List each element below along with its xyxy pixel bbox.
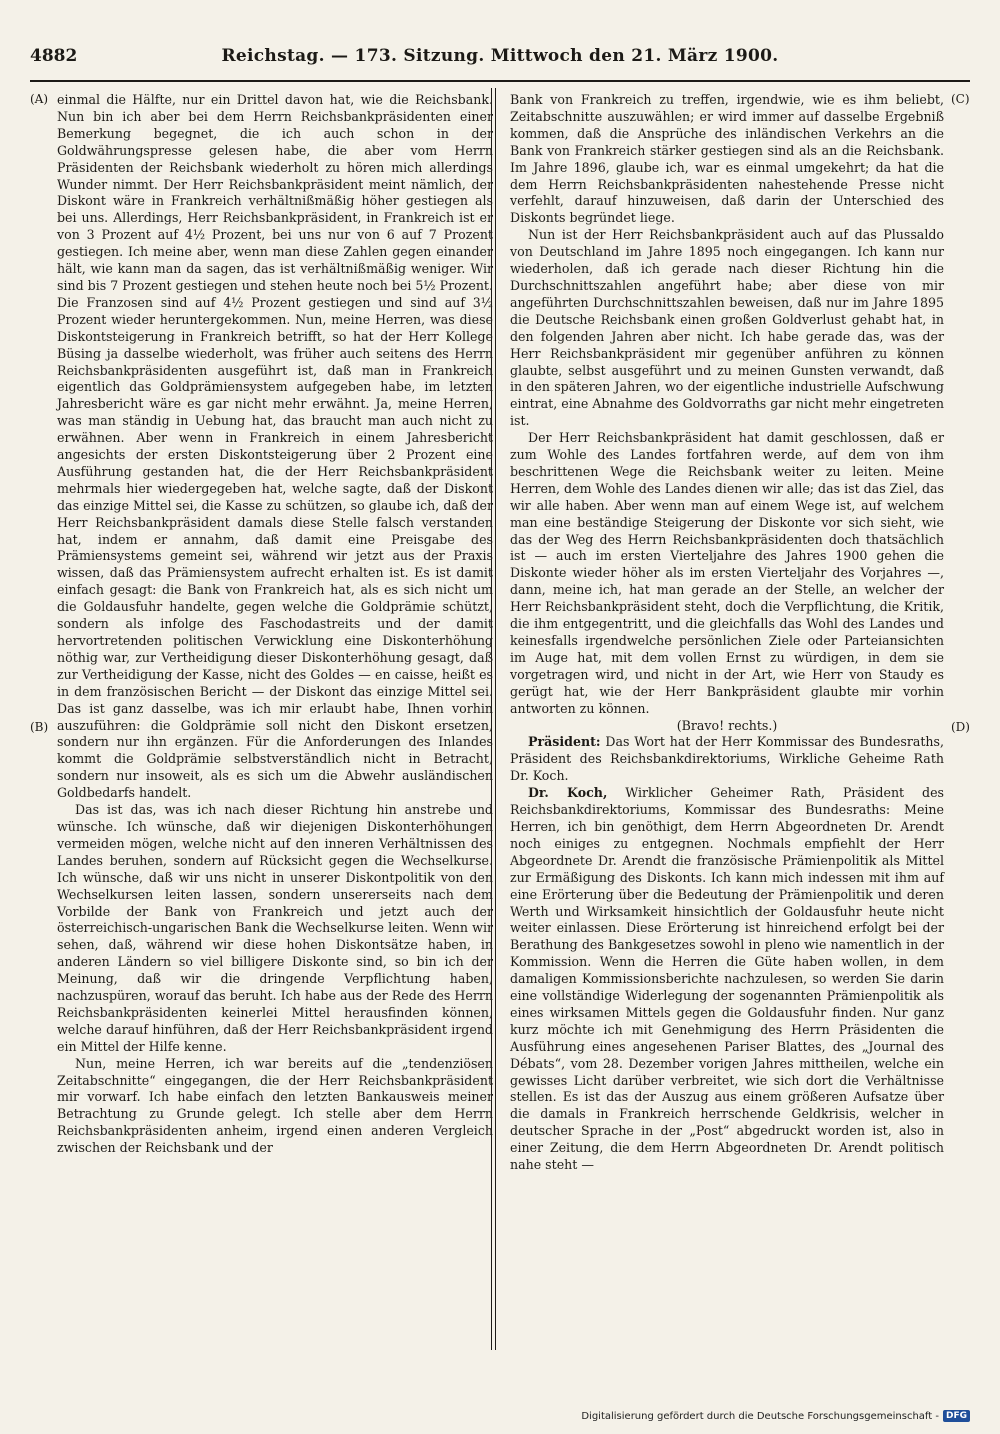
paragraph: Nun, meine Herren, ich war bereits auf die „tendenziösen Zeitabschnitte“ eingegangen, die der Herr Reichsbankpräsident mir vorwarf. Ich habe einfach den letzten Bankausweis meiner Betrachtung zu Grunde gelegt. Ich stelle aber dem Herrn Reichsbankpräsidenten anheim, irgend einen anderen Vergleich zwischen der Reichsbank und der	[57, 1055, 493, 1156]
footer-text: Digitalisierung gefördert durch die Deutsche Forschungsgemeinschaft -	[581, 1410, 939, 1422]
speaker-name: Dr. Koch,	[528, 785, 608, 801]
running-title: Reichstag. — 173. Sitzung. Mittwoch den 21. März 1900.	[221, 46, 779, 66]
paragraph: einmal die Hälfte, nur ein Drittel davon hat, wie die Reichsbank. Nun bin ich aber bei dem Herrn Reichsbankpräsidenten einer Bemerkung begegnet, die ich auch schon in der Goldwährungspresse gelesen habe, die aber vom Herrn Präsidenten der Reichsbank wiederholt zu hören mich allerdings Wunder nimmt. Der Herr Reichsbankpräsident meint nämlich, der Diskont wäre in Frankreich verhältnißmäßig höher gestiegen als bei uns. Allerdings, Herr Reichsbankpräsident, in Frankreich ist er von 3 Prozent auf 4½ Prozent, bei uns nur von 6 auf 7 Prozent gestiegen. Ich meine aber, wenn man diese Zahlen gegen einander hält, wie kann man da sagen, das ist verhältnißmäßig weniger. Wir sind bis 7 Prozent gestiegen und stehen heute noch bei 5½ Prozent. Die Franzosen sind auf 4½ Prozent gestiegen und sind auf 3½ Prozent wieder heruntergekommen. Nun, meine Herren, was diese Diskontsteigerung in Frankreich betrifft, so hat der Herr Kollege Büsing ja dasselbe wiederholt, was früher auch seitens des Herrn Reichsbankpräsidenten ausgeführt ist, daß man in Frankreich eigentlich das Goldprämiensystem aufgegeben habe, im letzten Jahresbericht wäre es gar nicht mehr erwähnt. Ja, meine Herren, was man ständig in Uebung hat, das braucht man auch nicht zu erwähnen. Aber wenn in Frankreich in einem Jahresbericht angesichts der ersten Diskontsteigerung über 2 Prozent eine Ausführung gestanden hat, die der Herr Reichsbankpräsident mehrmals hier wiedergegeben hat, welche sagte, daß der Diskont das einzige Mittel sei, die Kasse zu schützen, so glaube ich, daß der Herr Reichsbankpräsident damals diese Stelle falsch verstanden hat, indem er annahm, daß damit eine Preisgabe des Prämiensystems gemeint sei, während wir jetzt aus der Praxis wissen, daß das Prämiensystem aufrecht erhalten ist. Es ist damit einfach gesagt: die Bank von Frankreich hat, als es sich nicht um die Goldausfuhr handelte, gegen welche die Goldprämie schützt, sondern als infolge des Faschodastreits und der damit hervortretenden politischen Verwicklung eine Diskonterhöhung nöthig war, zur Vertheidigung dieser Diskonterhöhung gesagt, daß zur Vertheidigung der Kasse, nicht des Goldes — en caisse, heißt es in dem französischen Bericht — der Diskont das einzige Mittel sei. Das ist ganz dasselbe, was ich mir erlaubt habe, Ihnen vorhin auszuführen: die Goldprämie soll nicht den Diskont ersetzen, sondern nur ihn ergänzen. Für die Anforderungen des Inlandes kommt die Goldprämie selbstverständlich nicht in Betracht, sondern nur insoweit, als es sich um die Abwehr ausländischen Goldbedarfs handelt.	[57, 92, 493, 801]
left-column	[57, 92, 493, 1157]
speech-text: Das Wort hat der Herr Kommissar des Bundesraths, Präsident des Reichsbankdirektoriums, Wirkliche Geheime Rath Dr. Koch.	[510, 734, 944, 784]
speaker-name: Präsident:	[528, 734, 601, 750]
president-paragraph	[510, 734, 944, 785]
page-header	[30, 40, 970, 82]
right-column	[510, 92, 944, 1174]
margin-marker-a: (A)	[30, 92, 49, 106]
column-divider-inner	[495, 88, 496, 1350]
page-number: 4882	[30, 46, 78, 66]
speech-text: Wirklicher Geheimer Rath, Präsident des Reichsbankdirektoriums, Kommissar des Bundesraths: Meine Herren, ich bin genöthigt, dem Herrn Abgeordneten Dr. Arendt noch einiges zu entgegnen. Nochmals empfiehlt der Herr Abgeordnete Dr. Arendt die französische Prämienpolitik als Mittel zur Ermäßigung des Diskonts. Ich kann mich indessen mit ihm auf eine Erörterung über die Bedeutung der Prämienpolitik und deren Werth und Wirksamkeit hinsichtlich der Goldausfuhr heute nicht weiter einlassen. Diese Erörterung ist hinreichend erfolgt bei der Berathung des Bankgesetzes sowohl in pleno wie namentlich in der Kommission. Wenn die Herren die Güte haben wollen, in dem damaligen Kommissionsberichte nachzulesen, so werden Sie darin eine vollständige Widerlegung der sogenannten Prämienpolitik als eines wirksamen Mittels gegen die Goldausfuhr finden. Nur ganz kurz möchte ich mit Genehmigung des Herrn Präsidenten die Ausführung eines angesehenen Pariser Blattes, des „Journal des Débats“, vom 28. Dezember vorigen Jahres mittheilen, welche ein gewisses Licht darüber verbreitet, wie sich dort die Verhältnisse stellen. Es ist das der Auszug aus einem größeren Aufsatze über die damals in Frankreich herrschende Geldkrisis, welcher in deutscher Sprache in der „Post“ abgedruckt worden ist, also in einer Zeitung, die dem Herrn Abgeordneten Dr. Arendt politisch nahe steht —	[510, 785, 944, 1173]
footer-credit	[581, 1410, 970, 1422]
dfg-logo: DFG	[943, 1410, 970, 1422]
paragraph: Bank von Frankreich zu treffen, irgendwie, wie es ihm beliebt, Zeitabschnitte auszuwählen; er wird immer auf dasselbe Ergebniß kommen, daß die Ansprüche des inländischen Verkehrs an die Bank von Frankreich stärker gestiegen sind als an die Reichsbank. Im Jahre 1896, glaube ich, war es einmal umgekehrt; da hat die dem Herrn Reichsbankpräsidenten nahestehende Presse nicht verfehlt, darauf hinzuweisen, daß darin der Unterschied des Diskonts begründet liege.	[510, 92, 944, 226]
paragraph: Der Herr Reichsbankpräsident hat damit geschlossen, daß er zum Wohle des Landes fortfahren werde, auf dem von ihm beschrittenen Wege die Reichsbank weiter zu leiten. Meine Herren, dem Wohle des Landes dienen wir alle; das ist das Ziel, das wir alle haben. Aber wenn man auf einem Wege ist, auf welchem man eine beständige Steigerung der Diskonte vor sich sieht, wie das der Weg des Herrn Reichsbankpräsidenten doch thatsächlich ist — auch im ersten Vierteljahre des Jahres 1900 gehen die Diskonte wieder höher als im ersten Vierteljahr des Vorjahres —, dann, meine ich, hat man gerade an der Stelle, an welcher der Herr Reichsbankpräsident steht, doch die Verpflichtung, die Kritik, die ihm entgegentritt, und die gleichfalls das Wohl des Landes und keinesfalls irgendwelche persönlichen Ziele oder Parteiansichten im Auge hat, mit dem vollen Ernst zu würdigen, in dem sie vorgetragen wird, und nicht in der Art, wie Herr von Staudy es gerügt hat, wie der Herr Bankpräsident glaubte mir vorhin antworten zu können.	[510, 430, 944, 716]
applause-note: (Bravo! rechts.)	[676, 717, 778, 733]
koch-paragraph	[510, 785, 944, 1174]
margin-marker-d: (D)	[951, 720, 970, 734]
margin-marker-c: (C)	[951, 92, 970, 106]
paragraph: Das ist das, was ich nach dieser Richtung hin anstrebe und wünsche. Ich wünsche, daß wir diejenigen Diskonterhöhungen vermeiden mögen, welche nicht auf den inneren Verhältnissen des Landes beruhen, sondern auf Rücksicht gegen die Wechselkurse. Ich wünsche, daß wir uns nicht in unserer Diskontpolitik von den Wechselkursen leiten lassen, sondern unsererseits nach dem Vorbilde der Bank von Frankreich und jetzt auch der österreichisch-ungarischen Bank die Wechselkurse leiten. Wenn wir sehen, daß, während wir diese hohen Diskontsätze haben, in anderen Ländern so viel billigere Diskonte sind, so bin ich der Meinung, daß wir die dringende Verpflichtung haben, nachzuspüren, worauf das beruht. Ich habe aus der Rede des Herrn Reichsbankpräsidenten keinerlei Mittel herausfinden können, welche darauf hinführen, daß der Herr Reichsbankpräsident irgend ein Mittel der Hilfe kenne.	[57, 802, 493, 1054]
margin-marker-b: (B)	[30, 720, 49, 734]
paragraph: Nun ist der Herr Reichsbankpräsident auch auf das Plussaldo von Deutschland im Jahre 1895 noch eingegangen. Ich kann nur wiederholen, daß ich gerade nach dieser Richtung hin die Durchschnittszahlen angeführt habe; aber diese von mir angeführten Durchschnittszahlen beweisen, daß nur im Jahre 1895 die Deutsche Reichsbank einen großen Goldverlust gehabt hat, in den folgenden Jahren aber nicht. Ich habe gerade das, was der Herr Reichsbankpräsident mir gegenüber anführen zu können glaubte, selbst ausgeführt und zu meinen Gunsten verwandt, daß in den späteren Jahren, wo der eigentliche industrielle Aufschwung eintrat, eine Abnahme des Goldvorraths gar nicht mehr eingetreten ist.	[510, 227, 944, 429]
